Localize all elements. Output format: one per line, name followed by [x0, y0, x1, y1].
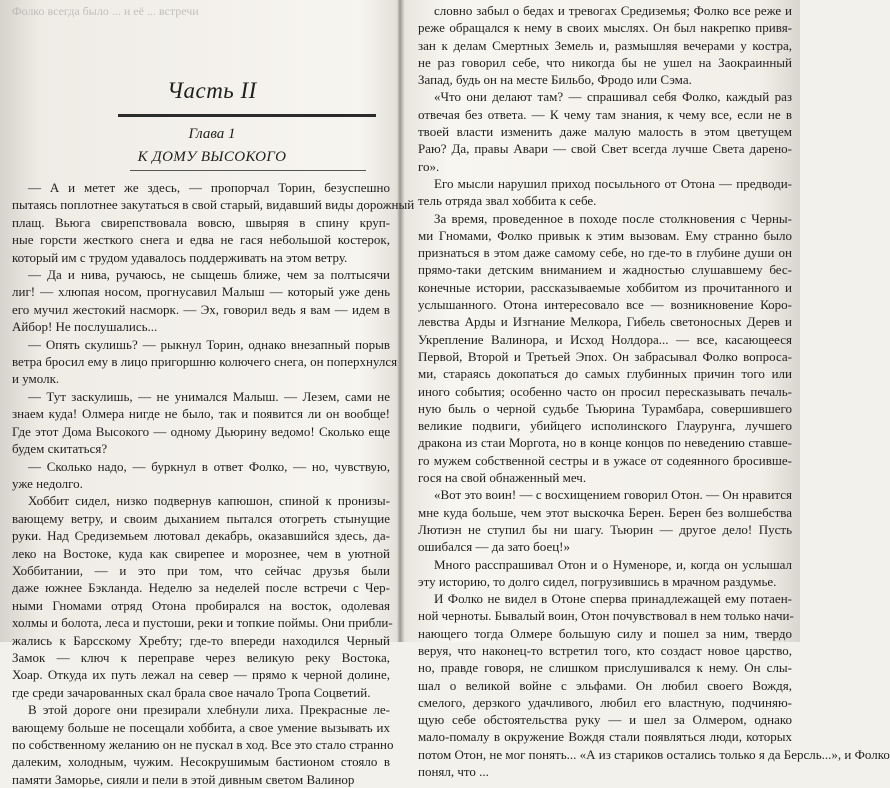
text-line: шал о великой войне с эльфами. Он любил своего Вождя, — [418, 677, 792, 693]
text-line: словно забыл о бедах и тревогах Средиземья; Фолко все реже и — [434, 3, 792, 18]
text-line: го мужем собственной сестры и в ужасе от содеянного бросивше- — [418, 452, 792, 468]
text-line: эту историю, то долго сидел, погрузившись в мрачном раздумье. — [418, 573, 777, 589]
text-line: Раю? Да, правы Авари — свой Свет всегда лучше Света дарено- — [418, 141, 792, 157]
text-line: Хоббитании, — и это при том, что сейчас друзья были — [12, 562, 390, 578]
chapter-subtitle: К ДОМУ ВЫСОКОГО — [137, 149, 287, 165]
text-line: Укрепление Валинора, и Исход Нолдора... — все, касающееся — [418, 331, 792, 347]
left-page — [0, 0, 415, 787]
text-line: твоей власти изменить даже малую малость в этом цветущем — [418, 124, 792, 140]
text-line: пытаясь поплотнее закутаться в свой старый, видавший виды дорожный — [12, 197, 415, 213]
text-line: холмы и болота, леса и пустоши, реки и топкие поймы. Они прибли- — [12, 615, 393, 631]
text-line: левства Арды и Изгнание Мелкора, Гибель светоносных Дерев и — [418, 314, 792, 330]
text-line: прямо-таки детским вниманием и жадностью слушавшему бес- — [418, 262, 792, 278]
text-line: ми Гномами, Фолко привык к этим вызовам. Ему странно было — [418, 227, 792, 243]
text-line: уже недолго. — [12, 475, 83, 491]
text-line: услышанного. Отона интересовало все — возникновение Коро- — [418, 297, 792, 313]
text-line: И Фолко не видел в Отоне сперва принадлежащей ему потаен- — [434, 591, 792, 607]
text-line: руки. Над Средиземьем лютовал декабрь, оказавшийся здесь, да- — [12, 528, 390, 544]
text-line: ными Гномами отряд Отона пробирался на восток, одолевая — [12, 597, 390, 613]
text-line: леко на Востоке, куда как свирепее и морознее, чем в уютной — [12, 545, 390, 561]
text-line: нающего тогда Олмере большую силу и пошел за ним, твердо — [418, 625, 792, 641]
text-line: — А и метет же здесь, — пропорчал Торин, безуспешно — [28, 180, 390, 195]
text-line: Первой, Второй и Третьей Эпох. Он забрасывал Фолко вопроса- — [418, 348, 792, 364]
text-line: который им с трудом удавалось поддерживать на этом ветру. — [12, 249, 348, 265]
text-line: тель отряда звал хоббита к себе. — [418, 193, 597, 209]
text-line: — Да и нива, ручаюсь, не сыщешь ближе, чем за полтысячи — [28, 267, 390, 283]
paragraph — [12, 458, 390, 493]
text-line: го». — [418, 158, 440, 174]
text-line: В этой дороге они презирали хлебнули лиха. Прекрасные ле- — [28, 702, 390, 718]
text-line: по собственному желанию он не пускал в ход. Все это стало странно — [12, 737, 394, 752]
text-line: зан к делам Смертных Земель и, размышляя вечерами у костра, — [418, 37, 792, 53]
text-line: смелого, дерзкого удачливого, любил его властную, подчиняю- — [418, 694, 792, 710]
text-line: знаем куда! Олмера нигде не было, так и появится ли он вообще! — [12, 406, 390, 422]
paragraph — [418, 590, 890, 780]
text-line: — Сколько надо, — буркнул в ответ Фолко, — но, чувствую, — [28, 458, 390, 474]
text-line: плащ. Вьюга свирепствовала вовсю, швыряя в спину круп- — [12, 214, 390, 230]
right-page-text — [418, 2, 890, 780]
paragraph — [12, 336, 398, 388]
text-line: ные горсти жесткого снега и едва не гася небольшой костерок, — [12, 232, 390, 248]
paragraph — [12, 388, 390, 458]
paragraph — [418, 210, 792, 487]
text-line: — Тут заскулишь, — не унимался Малыш. — Лезем, сами не — [28, 388, 390, 404]
text-line: иного события; особенно часто он просил пересказывать печаль- — [418, 383, 792, 399]
text-line: его мучил жестокий насморк. — Эх, говорил ведь я вам — идем в — [12, 301, 390, 317]
text-line: не раз говорил себе, что никогда бы не ушел на Заокраинный — [418, 54, 792, 70]
text-line: понял, что ... — [418, 764, 489, 780]
left-page-text — [12, 179, 415, 788]
text-line: вающему ветру, и своим дыханием пытался отогреть стынущие — [12, 510, 390, 526]
text-line: потом Отон, не мог понять... «А из стариков остались только я да Берсль...», и Фолко — [418, 746, 890, 762]
text-line: Лютиэн не ступил бы ни шагу. Тьюрин — другое дело! Пусть — [418, 521, 792, 537]
paragraph — [418, 486, 792, 555]
text-line: Его мысли нарушил приход посыльного от Отона — предводи- — [434, 175, 792, 191]
text-line: Много расспрашивал Отон и о Нуменоре, и, когда он услышал — [434, 556, 792, 572]
text-line: За время, проведенное в походе после столкновения с Черны- — [434, 210, 792, 226]
text-line: мало-помалу в окружение Вождя стали появляться люди, которых — [418, 729, 792, 745]
text-line: и умолк. — [12, 371, 60, 387]
title-rule — [118, 114, 376, 117]
text-line: дракона из стаи Моргота, но в конце концов по неведению ставше- — [418, 435, 792, 451]
running-head: Фолко всегда было ... и её ... встречи — [12, 4, 199, 18]
paragraph — [12, 266, 390, 336]
paragraph — [418, 2, 792, 88]
text-line: гося на свой обнаженный меч. — [418, 470, 587, 486]
subtitle-rule — [130, 170, 366, 171]
text-line: лиг! — хлюпая носом, прогнусавил Малыш — который уже день — [12, 284, 390, 300]
text-line: вающему больше не посещали хоббита, а свое умение вызывать их — [12, 719, 390, 735]
paragraph — [418, 175, 792, 210]
text-line: будем скитаться? — [12, 441, 108, 457]
chapter-title: Глава 1 — [188, 126, 236, 142]
text-line: даже южнее Бэкланда. Неделю за неделей после встречи с Чер- — [12, 580, 390, 596]
text-line: но, правде говоря, не слишком прислушивался к нему. Он слы- — [418, 660, 792, 676]
text-line: памяти Заморье, сияли и пели в этой дивным светом Валинор — [12, 771, 355, 787]
paragraph — [12, 179, 415, 266]
right-page — [400, 0, 890, 780]
text-line: жались к Барсскому Хребту; где-то впереди находился Черный — [12, 632, 390, 648]
text-line: «Вот это воин! — с восхищением говорил Отон. — Он нравится — [434, 487, 792, 503]
text-line: ветра бросил ему в лицо пригоршню колючего снега, он поперхнулся — [12, 354, 398, 370]
text-line: признаться в этом даже самому себе, но где-то в глубине души он — [418, 245, 792, 261]
text-line: Где этот Дома Высокого — одному Дьюрину ведомо! Сколько еще — [12, 423, 390, 439]
text-line: великие подвиги, убийцего исполинского Глаурунга, лучшего — [418, 418, 792, 434]
paragraph — [418, 88, 792, 174]
text-line: «Что они делают там? — спрашивал себя Фолко, каждый раз — [434, 89, 792, 105]
text-line: ной черноты. Бывалый воин, Отон почувствовал в нем только начи- — [418, 608, 794, 624]
text-line: веруя, что наконец-то встретил того, кто создаст новое царство, — [418, 642, 792, 658]
text-line: Хоар. Откуда их путь лежал на север — прямо к черной долине, — [12, 667, 390, 683]
text-line: реже обращался к нему в своих мыслях. Он был накрепко привя- — [418, 20, 792, 36]
text-line: — Опять скулишь? — рыкнул Торин, однако внезапный порыв — [28, 336, 390, 352]
text-line: отвечая без ответа. — К чему там знания, к чему все, если не в — [418, 106, 792, 122]
text-line: где среди зачарованных скал брала свое начало Тропа Соцветий. — [12, 684, 371, 700]
text-line: Замок — ключ к переправе через великую реку Востока, — [12, 649, 390, 665]
text-line: ошибался — да зато боец!» — [418, 539, 570, 555]
text-line: мне куда больше, чем этот выскочка Берен. Берен без волшебства — [418, 504, 792, 520]
paragraph — [12, 492, 393, 701]
text-line: щую себе обстоятельства руку — и шел за Олмером, однако — [418, 712, 792, 728]
text-line: Айбор! Не послушались... — [12, 319, 158, 335]
text-line: конечные истории, рассказываемые хоббитом из прочитанного и — [418, 279, 792, 295]
paragraph — [418, 556, 792, 591]
paragraph — [12, 701, 394, 788]
text-line: ную быль о черной судьбе Тьюрина Турамбара, совершившего — [418, 400, 792, 416]
text-line: Запад, будь он на месте Бильбо, Фродо или Сэма. — [418, 72, 692, 88]
text-line: ми, стараясь докопаться до самых глубинных причин того или — [418, 366, 792, 382]
part-title: Часть II — [167, 78, 257, 103]
text-line: далеким, холодным, чужим. Несокрушимым бастионом стояло в — [12, 754, 390, 770]
text-line: Хоббит сидел, низко подвернув капюшон, спиной к пронизы- — [28, 493, 390, 509]
